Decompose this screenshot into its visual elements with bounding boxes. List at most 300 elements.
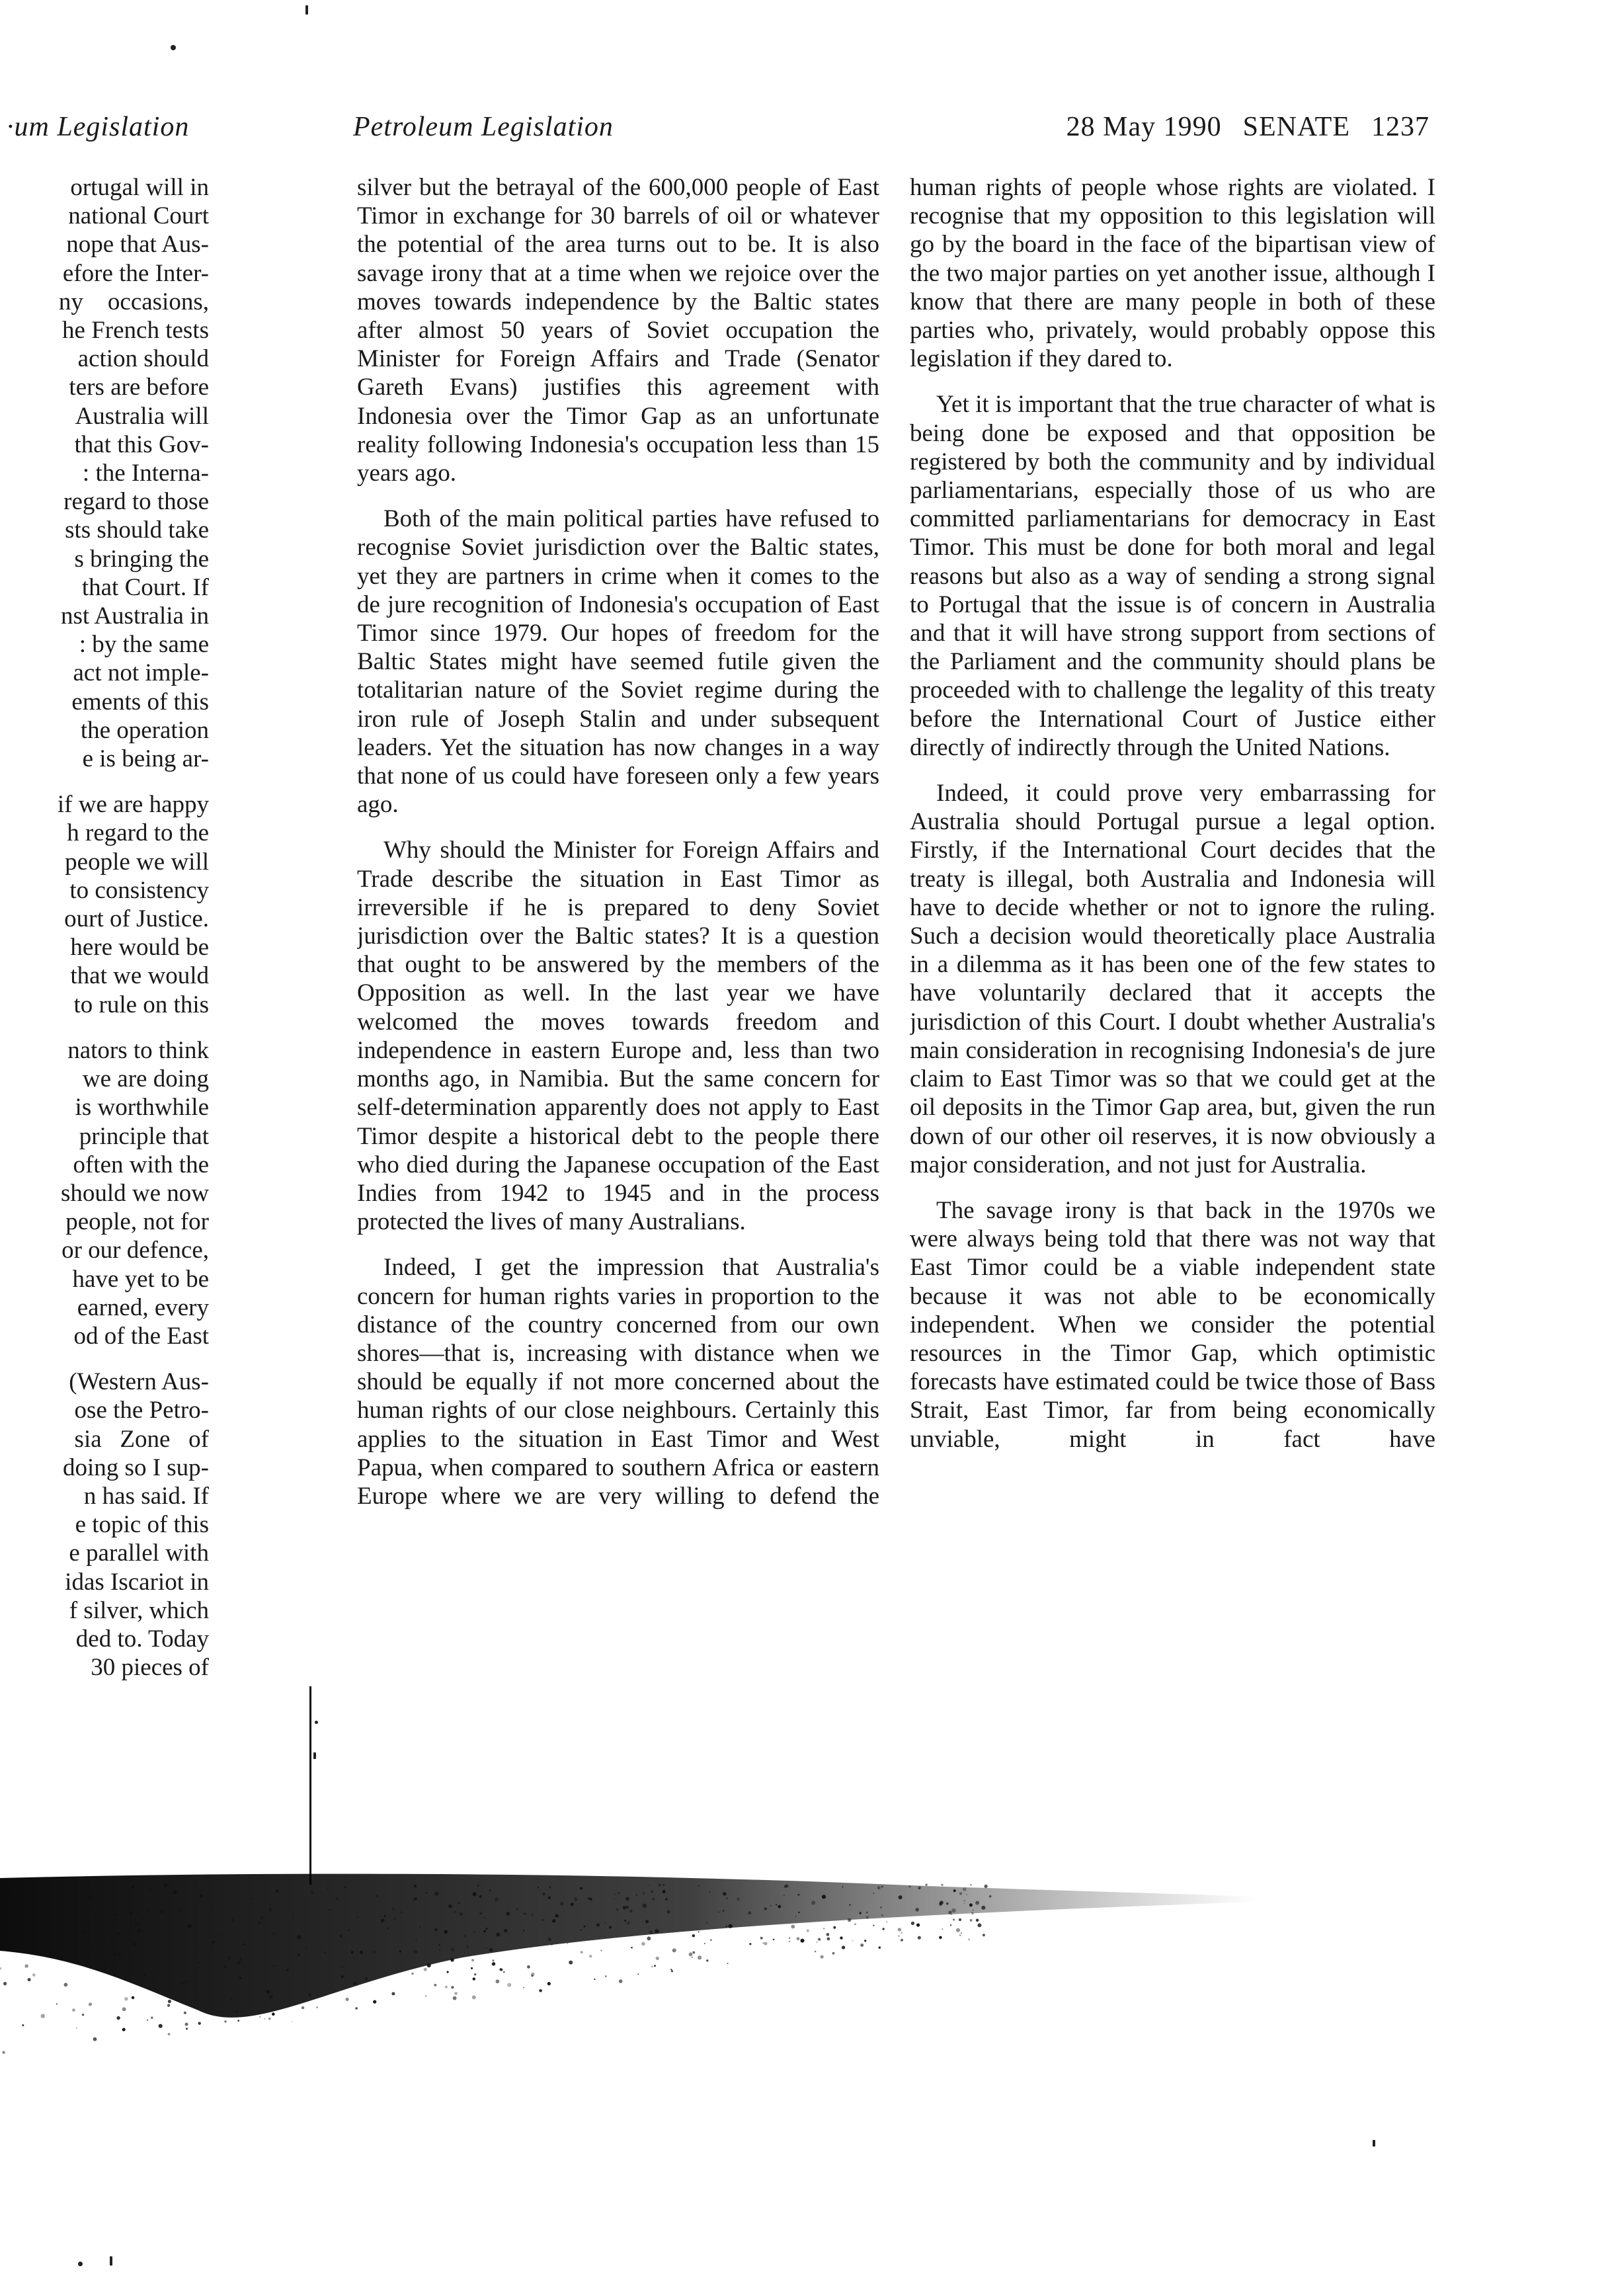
smudge-speck — [671, 1970, 673, 1972]
smudge-speck — [866, 1912, 867, 1913]
smudge-speck — [594, 1979, 595, 1980]
left-column-line: he French tests — [62, 317, 209, 345]
smudge-speck — [157, 1906, 159, 1908]
smudge-speck — [981, 1906, 985, 1910]
smudge-speck — [2, 2051, 5, 2054]
smudge-speck — [181, 1983, 183, 1985]
smudge-speck — [609, 1926, 612, 1929]
smudge-speck — [339, 1935, 342, 1938]
smudge-speck — [975, 1901, 979, 1905]
smudge-speck — [360, 1951, 363, 1954]
smudge-speck — [373, 2000, 376, 2004]
smudge-speck — [483, 1930, 486, 1933]
smudge-speck — [76, 2028, 77, 2029]
smudge-speck — [376, 1895, 378, 1897]
smudge-speck — [113, 1953, 116, 1955]
smudge-speck — [393, 1917, 396, 1920]
smudge-speck — [261, 1916, 264, 1920]
smudge-speck — [63, 1942, 65, 1944]
smudge-speck — [401, 1911, 403, 1913]
smudge-speck — [28, 1978, 31, 1981]
smudge-speck — [523, 1987, 524, 1988]
smudge-speck — [212, 1941, 215, 1944]
smudge-speck — [411, 1973, 414, 1975]
smudge-speck — [204, 1988, 206, 1990]
left-column-line: earned, every — [77, 1293, 209, 1321]
smudge-speck — [649, 1930, 653, 1934]
smudge-speck — [849, 1905, 850, 1906]
smudge-speck — [966, 1894, 967, 1895]
smudge-speck — [135, 1923, 138, 1926]
smudge-speck — [797, 1937, 800, 1940]
smudge-speck — [200, 1894, 204, 1898]
smudge-speck — [235, 2010, 238, 2013]
smudge-speck — [589, 1955, 592, 1957]
smudge-speck — [458, 1902, 460, 1905]
header-chamber: SENATE — [1242, 112, 1350, 142]
smudge-speck — [346, 1998, 349, 2001]
smudge-speck — [142, 1916, 145, 1918]
smudge-speck — [56, 1917, 58, 1918]
smudge-speck — [560, 1902, 564, 1906]
smudge-speck — [116, 1914, 118, 1916]
smudge-speck — [532, 1975, 534, 1977]
paragraph: Why should the Minister for Foreign Affairs and Trade describe the situation in East Timor as irreversible if he is prepared to deny Soviet jurisdiction over the Baltic states? It is a question that ought to be answered by the members of the Opposition as well. In the last year we have welcomed the moves towards freedom and independence in eastern Europe and, less than two months ago, in Namibia. But the same concern for self-determination apparently does not apply to East Timor despite a historical debt to the people there who died during the Japanese occupation of the East Indies from 1942 to 1945 and in the process protected the lives of many Australians. — [357, 837, 879, 1236]
smudge-speck — [925, 1883, 928, 1886]
smudge-speck — [842, 1886, 844, 1887]
smudge-speck — [124, 1997, 128, 2001]
smudge-speck — [580, 1887, 583, 1890]
smudge-speck — [336, 1897, 339, 1900]
smudge-speck — [524, 1912, 526, 1915]
smudge-speck — [399, 1950, 401, 1952]
smudge-speck — [614, 1898, 615, 1899]
smudge-speck — [424, 1968, 427, 1971]
smudge-speck — [473, 1932, 475, 1933]
smudge-speck — [811, 1901, 815, 1905]
left-column-line: n has said. If — [83, 1482, 209, 1510]
smudge-speck — [877, 1886, 881, 1889]
smudge-speck — [231, 1998, 232, 2000]
smudge-speck — [297, 1936, 301, 1940]
smudge-speck — [538, 1887, 539, 1888]
smudge-speck — [164, 1883, 168, 1887]
smudge-speck — [64, 1983, 68, 1987]
smudge-speck — [434, 1928, 437, 1931]
smudge-speck — [168, 2033, 171, 2035]
smudge-speck — [50, 1945, 53, 1948]
smudge-speck — [963, 1887, 967, 1891]
paragraph: human rights of people whose rights are violated. I recognise that my opposition to this legislation will go by the board in the face of the bipartisan view of the two major parties on yet another issue, although I know that there are many people in both of these parties who, privately, would probably oppose this legislation if they dared to. — [910, 174, 1435, 373]
smudge-speck — [0, 1967, 1, 1970]
smudge-speck — [146, 1910, 148, 1912]
smudge-speck — [784, 1895, 785, 1896]
smudge-speck — [983, 1934, 985, 1936]
smudge-speck — [130, 1911, 133, 1914]
left-column-line: that Court. If — [81, 573, 209, 601]
smudge-speck — [196, 2000, 198, 2002]
smudge-speck — [327, 1888, 329, 1889]
smudge-speck — [951, 1908, 955, 1912]
smudge-speck — [198, 2022, 201, 2025]
smudge-speck — [179, 1908, 182, 1912]
smudge-speck — [454, 1992, 458, 1995]
smudge-speck — [72, 2008, 75, 2012]
smudge-speck — [187, 1981, 189, 1983]
smudge-speck — [453, 1996, 457, 2000]
smudge-speck — [581, 1951, 583, 1953]
smudge-speck — [450, 1958, 454, 1961]
smudge-speck — [266, 1990, 270, 1994]
left-column-line: is worthwhile — [75, 1094, 209, 1122]
left-column-line: sia Zone of — [74, 1425, 209, 1453]
smudge-speck — [946, 1903, 949, 1905]
smudge-speck — [704, 1943, 705, 1944]
smudge-speck — [823, 1928, 824, 1930]
smudge-speck — [801, 1939, 805, 1943]
smudge-speck — [918, 1886, 922, 1889]
smudge-speck — [848, 1918, 851, 1922]
smudge-speck — [259, 1922, 261, 1924]
smudge-speck — [692, 1951, 695, 1954]
scan-shadow-smudge — [0, 1852, 1608, 2248]
left-column-line: idas Iscariot in — [65, 1568, 209, 1596]
smudge-speck — [167, 2004, 170, 2006]
smudge-speck — [882, 1928, 884, 1930]
smudge-speck — [722, 1910, 724, 1912]
left-column-line: ements of this — [71, 688, 209, 716]
smudge-speck — [495, 1898, 499, 1902]
smudge-speck — [356, 1916, 358, 1918]
smudge-speck — [643, 1904, 647, 1908]
left-column-line: or our defence, — [61, 1237, 209, 1264]
smudge-speck — [84, 1940, 85, 1942]
left-column-gap — [0, 1350, 209, 1368]
smudge-speck — [852, 1940, 854, 1942]
smudge-speck — [286, 1969, 289, 1971]
smudge-speck — [770, 1905, 772, 1906]
smudge-speck — [706, 1922, 708, 1924]
smudge-speck — [19, 1942, 20, 1943]
smudge-speck — [898, 1928, 901, 1931]
center-running-head: Petroleum Legislation — [353, 112, 614, 142]
smudge-speck — [251, 1951, 252, 1953]
paragraph: The savage irony is that back in the 1970s we were always being told that there was not way that East Timor could be a viable independent state because it was not able to be economically independent. When we consider the potential resources in the Timor Gap, which optimistic forecasts have estimated could be twice those of Bass Strait, East Timor, far from being economically unviable, might in fact have — [910, 1196, 1435, 1453]
smudge-speck — [111, 1936, 112, 1938]
smudge-speck — [231, 1919, 233, 1921]
smudge-speck — [916, 1923, 920, 1926]
smudge-speck — [663, 1884, 664, 1886]
smudge-speck — [251, 1898, 253, 1899]
smudge-speck — [322, 1947, 323, 1948]
smudge-speck — [569, 1961, 573, 1965]
smudge-speck — [448, 1905, 452, 1908]
smudge-speck — [56, 2003, 58, 2004]
smudge-speck — [184, 2012, 186, 2014]
smudge-speck — [641, 1942, 645, 1946]
smudge-speck — [113, 1919, 114, 1920]
smudge-speck — [7, 1917, 8, 1918]
smudge-speck — [325, 1952, 326, 1953]
smudge-speck — [268, 1908, 272, 1912]
smudge-speck — [614, 1894, 615, 1895]
smudge-speck — [581, 1929, 582, 1930]
speck — [1373, 2140, 1375, 2147]
smudge-speck — [105, 1963, 108, 1965]
smudge-speck — [764, 1907, 767, 1910]
smudge-speck — [718, 1912, 719, 1913]
smudge-speck — [348, 1930, 350, 1931]
smudge-speck — [450, 1948, 454, 1951]
smudge-speck — [918, 1936, 921, 1940]
smudge-speck — [567, 1943, 569, 1944]
smudge-speck — [886, 1921, 887, 1922]
header-page-number: 1237 — [1371, 112, 1429, 142]
smudge-speck — [789, 1938, 790, 1939]
smudge-speck — [961, 1932, 962, 1934]
smudge-speck — [776, 1904, 777, 1905]
smudge-speck — [624, 1920, 626, 1922]
smudge-speck — [227, 1956, 231, 1960]
smudge-speck — [625, 1897, 629, 1901]
smudge-speck — [542, 1919, 543, 1920]
smudge-speck — [464, 1935, 466, 1937]
smudge-speck — [344, 1886, 346, 1888]
left-column-line: people we will — [65, 848, 209, 876]
left-column-line: ourt of Justice. — [64, 905, 209, 933]
smudge-speck — [901, 1939, 903, 1942]
smudge-speck — [466, 1945, 469, 1948]
smudge-speck — [939, 1936, 942, 1940]
smudge-speck — [387, 1928, 389, 1930]
smudge-speck — [64, 1893, 66, 1895]
smudge-speck — [503, 1971, 504, 1973]
smudge-speck — [134, 1918, 136, 1921]
left-column-line: should we now — [60, 1179, 209, 1207]
smudge-speck — [272, 2012, 275, 2016]
smudge-speck — [723, 1892, 726, 1895]
smudge-speck — [167, 1890, 168, 1891]
smudge-speck — [764, 1942, 768, 1946]
smudge-speck — [29, 1920, 33, 1924]
smudge-speck — [818, 1938, 821, 1941]
left-column-line: national Court — [68, 202, 209, 230]
smudge-speck — [860, 1944, 864, 1947]
smudge-speck — [133, 1943, 136, 1946]
smudge-speck — [725, 1926, 727, 1928]
smudge-speck — [785, 1884, 788, 1887]
smudge-speck — [970, 1919, 973, 1922]
smudge-speck — [964, 1903, 965, 1904]
smudge-speck — [663, 1890, 666, 1893]
smudge-speck — [523, 1930, 524, 1931]
smudge-speck — [46, 1951, 49, 1955]
smudge-speck — [479, 1895, 482, 1898]
smudge-speck — [552, 1919, 555, 1922]
left-column-line: od of the East — [73, 1322, 209, 1350]
smudge-speck — [539, 1989, 542, 1992]
smudge-speck — [260, 1984, 261, 1985]
left-column-line: s bringing the — [74, 545, 209, 573]
speck — [171, 45, 176, 50]
smudge-speck — [341, 1975, 344, 1978]
smudge-speck — [293, 1912, 294, 1914]
left-column-line: e parallel with — [69, 1539, 209, 1567]
smudge-speck — [652, 1897, 655, 1901]
smudge-speck — [311, 1891, 314, 1894]
smudge-speck — [496, 1932, 500, 1936]
smudge-speck — [616, 1908, 619, 1911]
left-column-line: often with the — [73, 1151, 209, 1178]
smudge-speck — [243, 1944, 245, 1946]
paragraph: silver but the betrayal of the 600,000 people of East Timor in exchange for 30 barrels of oil or whatever the potential of the area turns out to be. It is also savage irony that at a time when we rejoice over the moves towards independence by the Baltic states after almost 50 years of Soviet occupation the Minister for Foreign Affairs and Trade (Senator Gareth Evans) justifies this agreement with Indonesia over the Timor Gap as an unfortunate reality following Indonesia's occupation less than 15 years ago. — [357, 174, 879, 487]
smudge-speck — [504, 1929, 507, 1932]
smudge-speck — [941, 1884, 943, 1886]
left-column-line: act not imple- — [73, 659, 209, 687]
left-column-line: e is being ar- — [82, 745, 209, 773]
smudge-speck — [797, 1894, 799, 1896]
smudge-speck — [899, 1895, 903, 1899]
smudge-speck — [434, 1984, 436, 1987]
smudge-speck — [3, 1982, 7, 1985]
smudge-speck — [971, 1912, 973, 1914]
smudge-speck — [773, 1939, 775, 1941]
smudge-speck — [391, 1992, 395, 1995]
left-column-line: doing so I sup- — [63, 1454, 209, 1481]
smudge-speck — [789, 1941, 790, 1942]
smudge-speck — [149, 1889, 152, 1891]
smudge-speck — [689, 1952, 693, 1956]
smudge-speck — [82, 2014, 84, 2016]
smudge-speck — [131, 1885, 134, 1888]
left-column-line: people, not for — [65, 1208, 209, 1236]
smudge-speck — [486, 1928, 488, 1930]
smudge-speck — [547, 1982, 551, 1985]
smudge-speck — [832, 1952, 835, 1955]
smudge-speck — [373, 1951, 376, 1953]
speck — [110, 2256, 112, 2266]
left-running-head: ·um Legislation — [7, 112, 190, 142]
smudge-speck — [239, 1958, 242, 1961]
smudge-speck — [32, 1973, 36, 1977]
left-column-line: action should — [77, 345, 209, 373]
left-column-line: : by the same — [79, 631, 209, 659]
smudge-speck — [692, 1934, 695, 1937]
smudge-speck — [473, 1977, 475, 1980]
smudge-speck — [604, 1922, 606, 1924]
smudge-speck — [415, 1939, 417, 1941]
smudge-speck — [706, 1959, 708, 1961]
smudge-speck — [434, 1892, 438, 1896]
smudge-speck — [749, 1943, 751, 1945]
smudge-speck — [474, 1973, 476, 1975]
smudge-speck — [224, 2020, 226, 2022]
left-column-line: 30 pieces of — [91, 1654, 209, 1682]
smudge-speck — [268, 2018, 271, 2020]
smudge-speck — [439, 1949, 440, 1951]
smudge-speck — [760, 1937, 763, 1940]
smudge-speck — [69, 1910, 71, 1912]
smudge-speck — [506, 1912, 510, 1916]
smudge-speck — [532, 1914, 534, 1916]
smudge-speck — [460, 1912, 463, 1916]
smudge-speck — [821, 1955, 824, 1959]
smudge-speck — [273, 1933, 275, 1935]
smudge-speck — [860, 1912, 862, 1914]
smudge-speck — [392, 1908, 395, 1910]
left-column-line: if we are happy — [57, 791, 209, 819]
left-column-line: Australia will — [75, 402, 209, 430]
paragraph: Yet it is important that the true character of what is being done be exposed and that opposition be registered by both the community and by individual parliamentarians, especially those of us who are committed parliamentarians for democracy in East Timor. This must be done for both moral and legal reasons but also as a way of sending a strong signal to Portugal that the issue is of concern in Australia and that it will have strong support from sections of the Parliament and the community should plans be proceeded with to challenge the legality of this treaty before the International Court of Justice either directly of indirectly through the United Nations. — [910, 391, 1435, 761]
smudge-speck — [413, 1899, 415, 1901]
left-column-line: (Western Aus- — [69, 1368, 209, 1396]
smudge-speck — [144, 1973, 147, 1976]
left-column-line: : the Interna- — [82, 460, 209, 487]
left-column-line: that we would — [70, 962, 209, 990]
left-column-line: sts should take — [65, 516, 209, 544]
smudge-speck — [827, 1938, 830, 1941]
header-date: 28 May 1990 — [1066, 112, 1222, 142]
smudge-speck — [873, 1893, 874, 1894]
smudge-speck — [964, 1900, 965, 1901]
smudge-speck — [473, 1892, 477, 1896]
smudge-speck — [956, 1928, 960, 1932]
smudge-speck — [94, 1917, 97, 1920]
smudge-speck — [164, 1950, 166, 1952]
smudge-speck — [915, 1908, 919, 1912]
smudge-speck — [89, 2002, 92, 2006]
smudge-speck — [516, 1908, 518, 1910]
smudge-speck — [551, 1944, 553, 1946]
smudge-speck — [329, 1909, 330, 1910]
smudge-speck — [826, 1933, 830, 1936]
left-column-fragment — [0, 173, 209, 1767]
smudge-speck — [651, 1891, 653, 1893]
smudge-speck — [316, 2006, 318, 2008]
left-column-line: here would be — [70, 934, 209, 962]
smudge-speck — [244, 1992, 245, 1993]
smudge-speck — [618, 1892, 620, 1895]
smudge-speck — [342, 1967, 343, 1968]
smudge-speck — [968, 1938, 970, 1940]
smudge-speck — [619, 1979, 623, 1983]
smudge-speck — [306, 1948, 308, 1949]
left-column-line: h regard to the — [67, 819, 209, 847]
smudge-speck — [627, 1921, 631, 1925]
smudge-speck — [795, 1916, 797, 1917]
smudge-speck — [37, 1915, 41, 1919]
smudge-speck — [630, 1910, 633, 1912]
smudge-speck — [297, 1953, 300, 1957]
smudge-speck — [959, 1892, 962, 1895]
smudge-speck — [184, 1982, 186, 1984]
smudge-speck — [815, 1951, 816, 1952]
smudge-speck — [659, 1883, 661, 1886]
smudge-speck — [951, 1914, 952, 1915]
speck — [305, 5, 308, 15]
smudge-speck — [10, 1941, 13, 1944]
smudge-speck — [631, 1947, 633, 1949]
smudge-speck — [384, 1915, 386, 1917]
smudge-speck — [791, 1925, 795, 1929]
smudge-speck — [439, 1944, 440, 1946]
smudge-speck — [24, 1964, 28, 1968]
smudge-speck — [159, 1910, 163, 1914]
smudge-speck — [542, 1893, 545, 1896]
smudge-speck — [471, 1967, 473, 1969]
left-column-line: principle that — [79, 1122, 209, 1150]
smudge-speck — [833, 1926, 836, 1929]
